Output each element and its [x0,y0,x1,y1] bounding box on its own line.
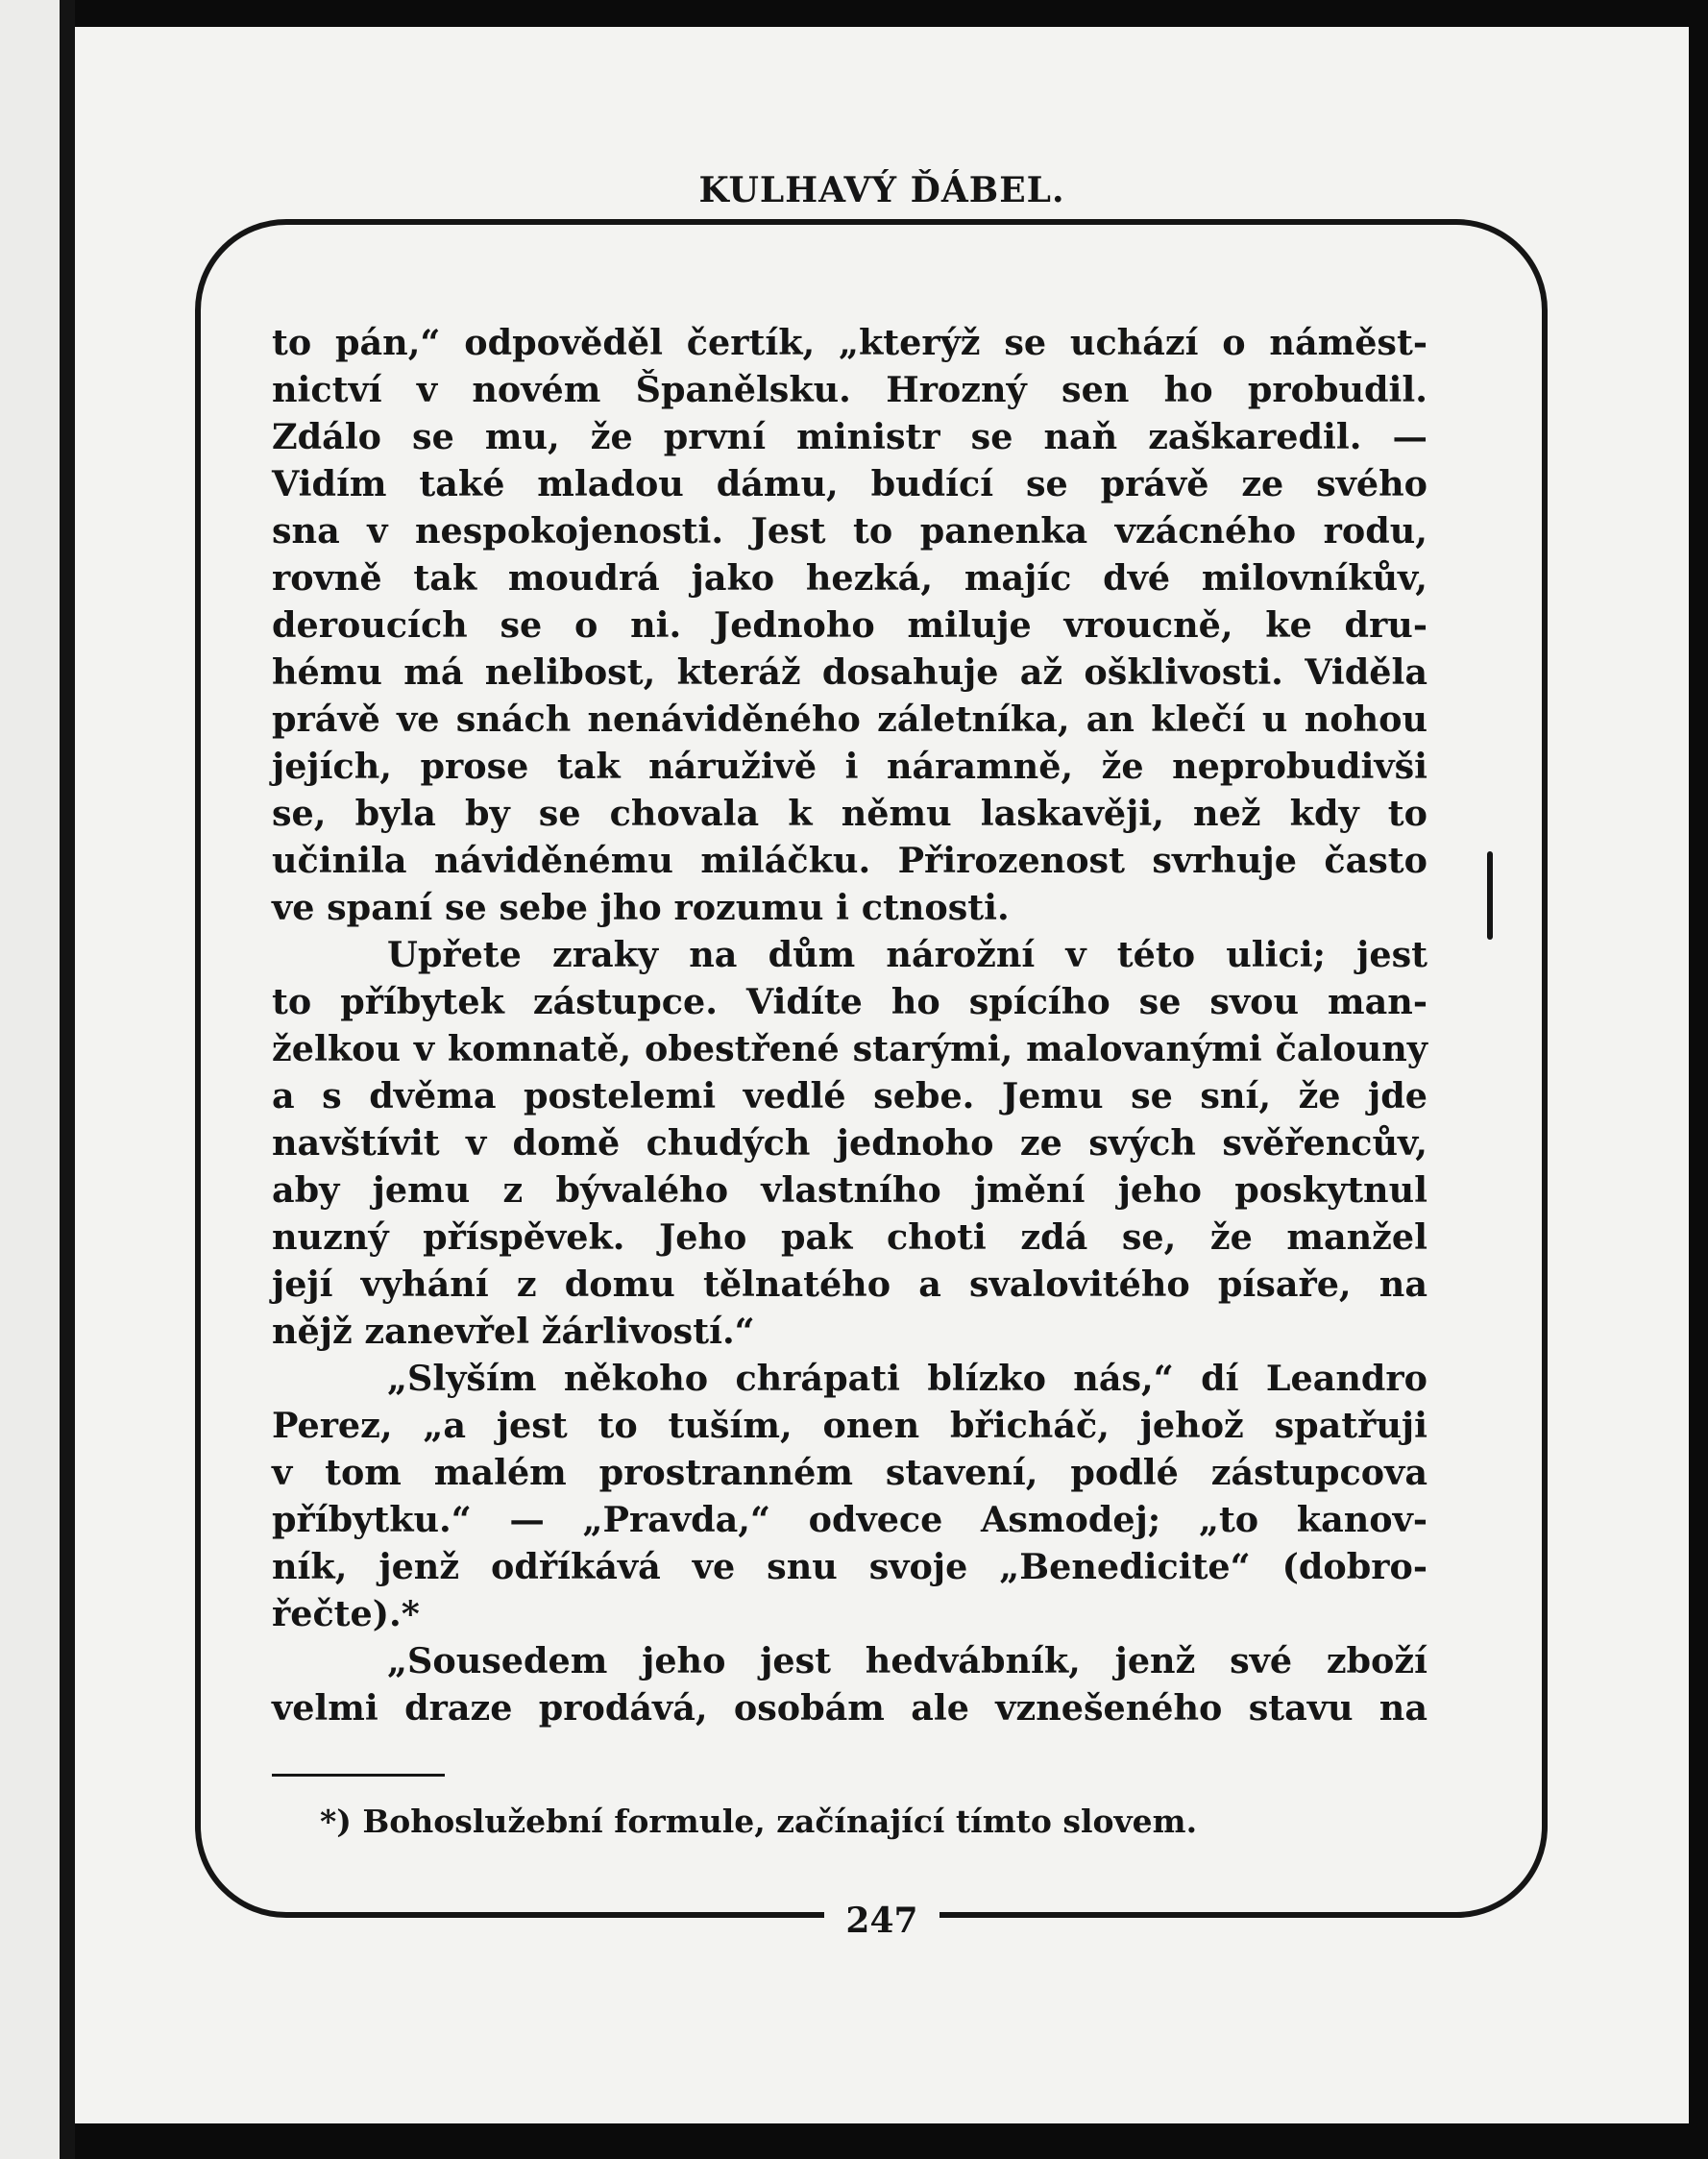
text-line: Zdálo se mu, že první ministr se naň zaškaredil. — [272,416,1427,457]
text-line: se, byla by se chovala k němu laskavěji, než kdy to [272,793,1427,834]
text-line: „Slyším někoho chrápati blízko nás,“ dí Leandro [387,1358,1427,1399]
text-line: Perez, „a jest to tuším, onen břicháč, jehož spatřuji [272,1405,1427,1446]
text-line: právě ve snách nenáviděného záletníka, an klečí u nohou [272,699,1427,740]
margin-mark [1487,851,1493,940]
text-line: hému má nelibost, kteráž dosahuje až ošklivosti. Viděla [272,651,1427,693]
text-line: Upřete zraky na dům nárožní v této ulici; jest [387,934,1427,975]
text-line: želkou v komnatě, obestřené starými, malovanými čalouny [272,1028,1427,1069]
text-line: „Sousedem jeho jest hedvábník, jenž své zboží [387,1640,1427,1681]
text-line: jejích, prose tak náruživě i náramně, že neprobudivši [272,746,1427,787]
page-number-wrap [75,1901,1689,1941]
body-text [272,319,1427,1731]
book-gutter [60,0,75,2159]
book-page [75,27,1689,2123]
text-line: deroucích se o ni. Jednoho miluje vroucně, ke dru- [272,604,1427,646]
text-line: ve spaní se sebe jho rozumu i ctnosti. [272,887,1010,928]
text-line: navštívit v domě chudých jednoho ze svých svěřencův, [272,1122,1427,1164]
text-line: nějž zanevřel žárlivostí.“ [272,1311,755,1352]
text-line: a s dvěma postelemi vedlé sebe. Jemu se sní, že jde [272,1075,1427,1116]
text-line: její vyhání z domu tělnatého a svalovitého písaře, na [272,1264,1427,1305]
footnote-rule [272,1774,445,1777]
text-line: v tom malém prostranném stavení, podlé zástupcova [272,1452,1427,1493]
text-line: nuzný příspěvek. Jeho pak choti zdá se, že manžel [272,1216,1427,1258]
text-line: rovně tak moudrá jako hezká, majíc dvé milovníkův, [272,557,1427,599]
text-line: učinila náviděnému miláčku. Přirozenost svrhuje často [272,840,1427,881]
text-line: sna v nespokojenosti. Jest to panenka vzácného rodu, [272,510,1427,552]
page-number: 247 [824,1901,939,1941]
text-line: to příbytek zástupce. Vidíte ho spícího se svou man- [272,981,1427,1022]
text-line: to pán,“ odpověděl čertík, „kterýž se uchází o náměst- [272,322,1427,363]
text-line: ník, jenž odříkává ve snu svoje „Benedicite“ (dobro- [272,1546,1427,1587]
facing-page-edge [0,0,60,2159]
running-title: KULHAVÝ ĎÁBEL. [698,170,1065,210]
text-line: velmi draze prodává, osobám ale vznešeného stavu na [272,1687,1427,1729]
text-line: nictví v novém Španělsku. Hrozný sen ho probudil. [272,369,1427,410]
text-line: aby jemu z bývalého vlastního jmění jeho poskytnul [272,1169,1427,1211]
text-line: řečte).* [272,1593,420,1634]
footnote: *) Bohoslužební formule, začínající tímto slovem. [320,1803,1198,1840]
text-line: příbytku.“ — „Pravda,“ odvece Asmodej; „to kanov- [272,1499,1427,1540]
text-line: Vidím také mladou dámu, budící se právě ze svého [272,463,1427,504]
